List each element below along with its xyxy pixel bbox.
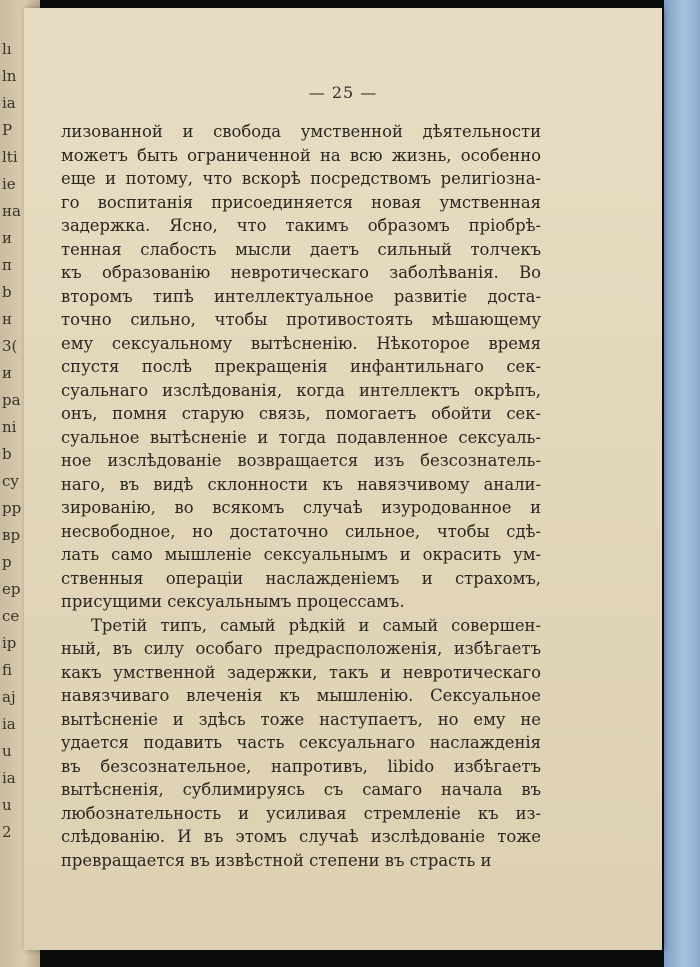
text-line: наго, въ видѣ склонности къ навязчивому анали- xyxy=(61,474,541,494)
text-line: несвободное, но достаточно сильное, чтобы сдѣ- xyxy=(61,521,541,541)
text-line: ное изслѣдованіе возвращается изъ безсознатель- xyxy=(61,451,541,470)
text-line: спустя послѣ прекращенія инфантильнаго сек- xyxy=(61,357,541,376)
left-page-fragment: u xyxy=(2,742,12,760)
page-number: — 25 — xyxy=(308,83,378,102)
left-page-fragment: u xyxy=(2,796,12,814)
left-page-fragment: и xyxy=(2,229,12,247)
text-line: навязчиваго влеченія къ мышленію. Сексуальное xyxy=(61,686,541,705)
left-page-fragment: и xyxy=(2,364,12,382)
left-page-fragment: ni xyxy=(2,418,17,436)
left-page-fragment: ia xyxy=(2,94,16,112)
left-page-fragment: ер xyxy=(2,580,21,598)
left-page-fragment: ce xyxy=(2,607,20,625)
left-page-fragment: ie xyxy=(2,175,16,193)
left-page-fragment: cy xyxy=(2,472,19,490)
text-line: второмъ типѣ интеллектуальное развитіе доста- xyxy=(61,286,541,306)
left-page-fragment: ip xyxy=(2,634,17,652)
left-page-fragment: вр xyxy=(2,526,21,544)
left-page-fragment: п xyxy=(2,256,12,274)
text-line: ственныя операціи наслажденіемъ и страхомъ, xyxy=(61,568,541,588)
left-page-fragment: P xyxy=(2,121,13,139)
left-page-fragment: lı xyxy=(2,40,12,58)
text-line: ему сексуальному вытѣсненію. Нѣкоторое время xyxy=(61,333,541,353)
left-page-fragment: ia xyxy=(2,715,16,733)
text-line: вытѣсненія, сублимируясь съ самаго начала въ xyxy=(61,780,541,799)
text-line: присущими сексуальнымъ процессамъ. xyxy=(61,592,405,611)
text-line: го воспитанія присоединяется новая умственная xyxy=(61,192,541,212)
text-line: задержка. Ясно, что такимъ образомъ пріобрѣ- xyxy=(61,216,541,235)
text-line: еще и потому, что вскорѣ посредствомъ религіозна- xyxy=(61,169,541,188)
left-page-fragment: 2 xyxy=(2,823,12,841)
left-page-fragment: ia xyxy=(2,769,16,787)
book-page xyxy=(24,8,662,950)
text-line: ный, въ силу особаго предрасположенія, избѣгаетъ xyxy=(61,639,541,658)
page-body-text xyxy=(61,120,541,872)
text-line: онъ, помня старую связь, помогаетъ обойти сек- xyxy=(61,404,541,423)
left-page-fragment: lti xyxy=(2,148,18,166)
text-line: тенная слабость мысли даетъ сильный толчекъ xyxy=(61,239,541,259)
text-line: къ образованію невротическаго заболѣванія. Во xyxy=(61,263,541,282)
text-line: какъ умственной задержки, такъ и невротическаго xyxy=(61,662,541,682)
left-page-fragment: н xyxy=(2,310,12,328)
text-line: вытѣсненіе и здѣсь тоже наступаетъ, но ему не xyxy=(61,709,541,729)
book-cover-edge xyxy=(664,0,700,967)
text-line: зированію, во всякомъ случаѣ изуродованное и xyxy=(61,498,541,517)
text-line: слѣдованію. И въ этомъ случаѣ изслѣдованіе тоже xyxy=(61,827,541,846)
left-page-fragment: b xyxy=(2,283,12,301)
left-page-fragment: рр xyxy=(2,499,22,517)
text-line: лизованной и свобода умственной дѣятельности xyxy=(61,122,541,141)
left-page-fragment: fi xyxy=(2,661,13,679)
text-line: превращается въ извѣстной степени въ страсть и xyxy=(61,850,492,870)
text-line: точно сильно, чтобы противостоять мѣшающему xyxy=(61,310,541,329)
left-page-fragment: 3( xyxy=(2,337,18,355)
left-page-fragment: ра xyxy=(2,391,21,409)
text-line: суальнаго изслѣдованія, когда интеллектъ окрѣпъ, xyxy=(61,380,541,400)
text-line: можетъ быть ограниченной на всю жизнь, особенно xyxy=(61,145,541,165)
text-line: въ безсознательное, напротивъ, libido избѣгаетъ xyxy=(61,756,541,776)
text-line: лать само мышленіе сексуальнымъ и окрасить ум- xyxy=(61,545,541,564)
left-page-fragment: aj xyxy=(2,688,16,706)
left-page-fragment: ln xyxy=(2,67,17,85)
text-line: удается подавить часть сексуальнаго наслажденія xyxy=(61,733,541,752)
text-line: суальное вытѣсненіе и тогда подавленное сексуаль- xyxy=(61,427,541,447)
left-page-fragment: p xyxy=(2,553,12,571)
text-line: любознательность и усиливая стремленіе къ из- xyxy=(61,803,541,823)
left-page-fragment: на xyxy=(2,202,21,220)
text-line: Третій типъ, самый рѣдкій и самый совершен- xyxy=(91,615,541,635)
left-page-fragment: b xyxy=(2,445,12,463)
